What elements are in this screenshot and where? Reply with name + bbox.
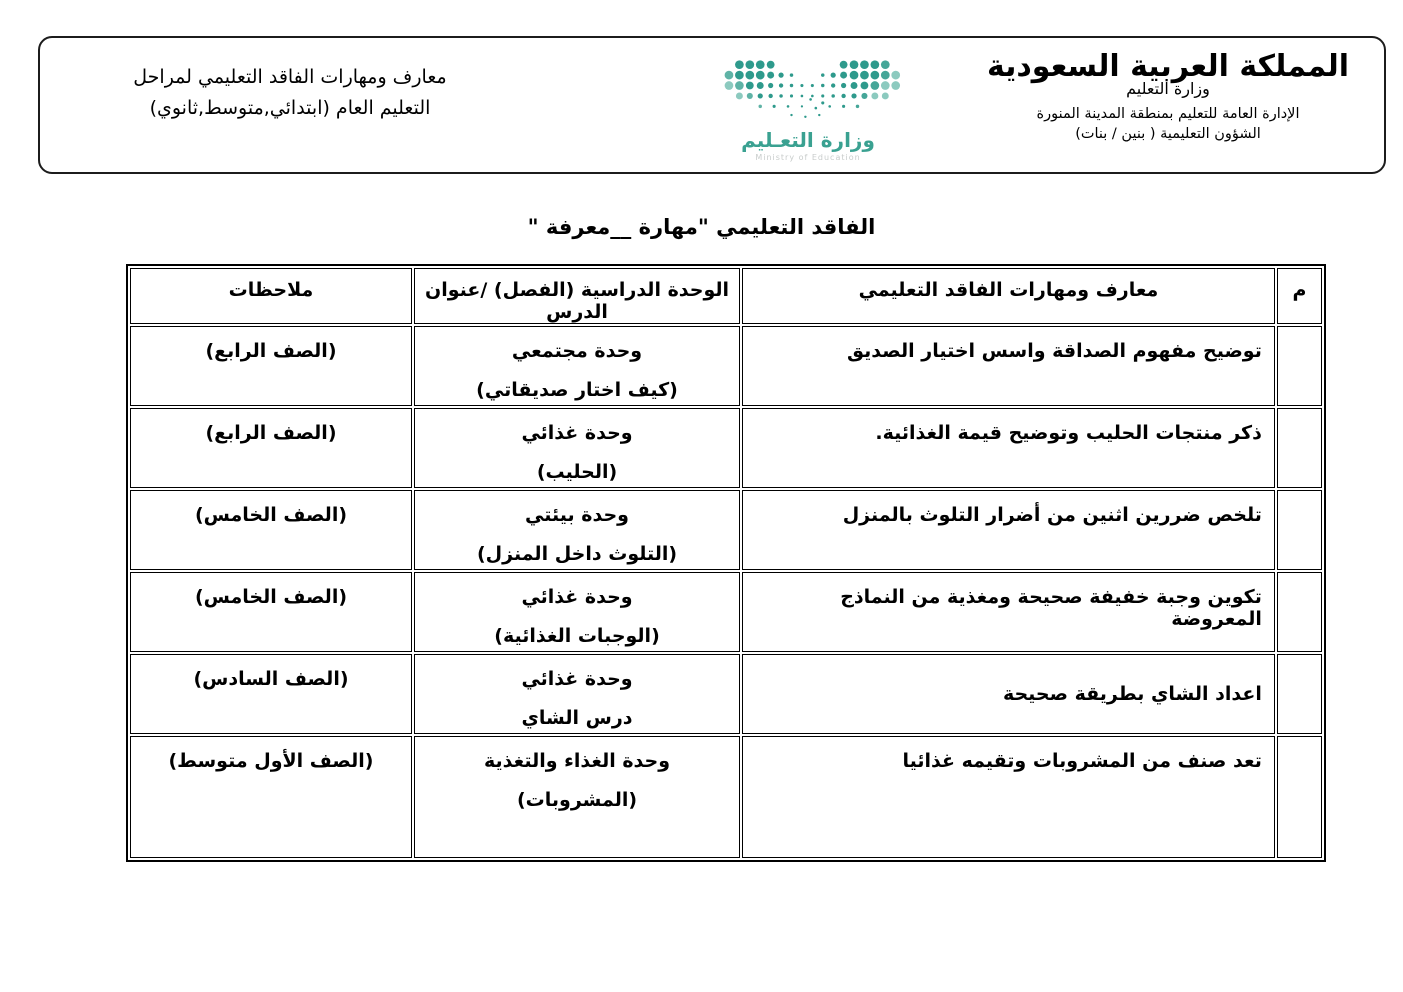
unit-name: وحدة مجتمعي bbox=[511, 340, 643, 362]
cell-notes: (الصف الرابع) bbox=[130, 326, 412, 406]
cell-unit bbox=[414, 408, 740, 488]
learning-loss-table bbox=[126, 264, 1326, 862]
cell-unit bbox=[414, 736, 740, 858]
cell-knowledge: تكوين وجبة خفيفة صحيحة ومغذية من النماذج المعروضة bbox=[742, 572, 1275, 652]
table-row bbox=[130, 326, 1322, 406]
column-header-number: م bbox=[1277, 268, 1322, 324]
cell-number bbox=[1277, 736, 1322, 858]
lesson-title: (الوجبات الغذائية) bbox=[494, 625, 660, 647]
page-title: الفاقد التعليمي "مهارة __معرفة " bbox=[527, 215, 876, 239]
ministry-logo-dots-icon bbox=[708, 56, 908, 122]
table-header-row bbox=[130, 268, 1322, 324]
unit-name: وحدة غذائي bbox=[521, 586, 633, 608]
ministry-logo-wordmark: وزارة التعـليم bbox=[741, 128, 875, 152]
kingdom-name-calligraphy: المملكة العربية السعودية bbox=[986, 49, 1350, 84]
column-header-notes: ملاحظات bbox=[130, 268, 412, 324]
lesson-title: (المشروبات) bbox=[516, 789, 638, 811]
lesson-title: درس الشاي bbox=[521, 707, 633, 729]
cell-number bbox=[1277, 490, 1322, 570]
cell-knowledge: ذكر منتجات الحليب وتوضيح قيمة الغذائية. bbox=[742, 408, 1275, 488]
left-title-line2: التعليم العام (ابتدائي,متوسط,ثانوي) bbox=[149, 97, 431, 120]
left-title-line1: معارف ومهارات الفاقد التعليمي لمراحل bbox=[133, 66, 447, 88]
letterhead-box bbox=[38, 36, 1386, 174]
cell-unit bbox=[414, 326, 740, 406]
table-row bbox=[130, 408, 1322, 488]
unit-name: وحدة بيئتي bbox=[525, 504, 629, 526]
cell-notes: (الصف الخامس) bbox=[130, 572, 412, 652]
table-row bbox=[130, 736, 1322, 858]
letterhead-right-block bbox=[968, 50, 1368, 142]
table-row bbox=[130, 572, 1322, 652]
letterhead-left-title bbox=[90, 62, 490, 125]
administration-line: الإدارة العامة للتعليم بمنطقة المدينة المنورة bbox=[1036, 106, 1300, 122]
cell-unit bbox=[414, 654, 740, 734]
cell-notes: (الصف السادس) bbox=[130, 654, 412, 734]
unit-name: وحدة غذائي bbox=[521, 422, 633, 444]
cell-notes: (الصف الخامس) bbox=[130, 490, 412, 570]
cell-knowledge: تعد صنف من المشروبات وتقيمه غذائيا bbox=[742, 736, 1275, 858]
column-header-knowledge: معارف ومهارات الفاقد التعليمي bbox=[742, 268, 1275, 324]
table-row bbox=[130, 490, 1322, 570]
cell-notes: (الصف الأول متوسط) bbox=[130, 736, 412, 858]
cell-knowledge: تلخص ضررين اثنين من أضرار التلوث بالمنزل bbox=[742, 490, 1275, 570]
unit-name: وحدة الغذاء والتغذية bbox=[483, 750, 671, 772]
cell-knowledge: اعداد الشاي بطريقة صحيحة bbox=[742, 654, 1275, 734]
cell-unit bbox=[414, 572, 740, 652]
ministry-logo-subtext: Ministry of Education bbox=[755, 153, 861, 162]
table-row bbox=[130, 654, 1322, 734]
column-header-unit: الوحدة الدراسية (الفصل) /عنوان الدرس bbox=[414, 268, 740, 324]
ministry-name: وزارة التعليم bbox=[1126, 79, 1210, 98]
educational-affairs-line: الشؤون التعليمية ( بنين / بنات) bbox=[1075, 126, 1261, 142]
cell-number bbox=[1277, 572, 1322, 652]
lesson-title: (كيف اختار صديقاتي) bbox=[476, 379, 678, 401]
cell-number bbox=[1277, 654, 1322, 734]
cell-knowledge: توضيح مفهوم الصداقة واسس اختيار الصديق bbox=[742, 326, 1275, 406]
ministry-logo bbox=[708, 56, 908, 162]
cell-unit bbox=[414, 490, 740, 570]
unit-name: وحدة غذائي bbox=[521, 668, 633, 690]
cell-number bbox=[1277, 326, 1322, 406]
lesson-title: (الحليب) bbox=[536, 461, 618, 483]
lesson-title: (التلوث داخل المنزل) bbox=[476, 543, 678, 565]
cell-number bbox=[1277, 408, 1322, 488]
cell-notes: (الصف الرابع) bbox=[130, 408, 412, 488]
